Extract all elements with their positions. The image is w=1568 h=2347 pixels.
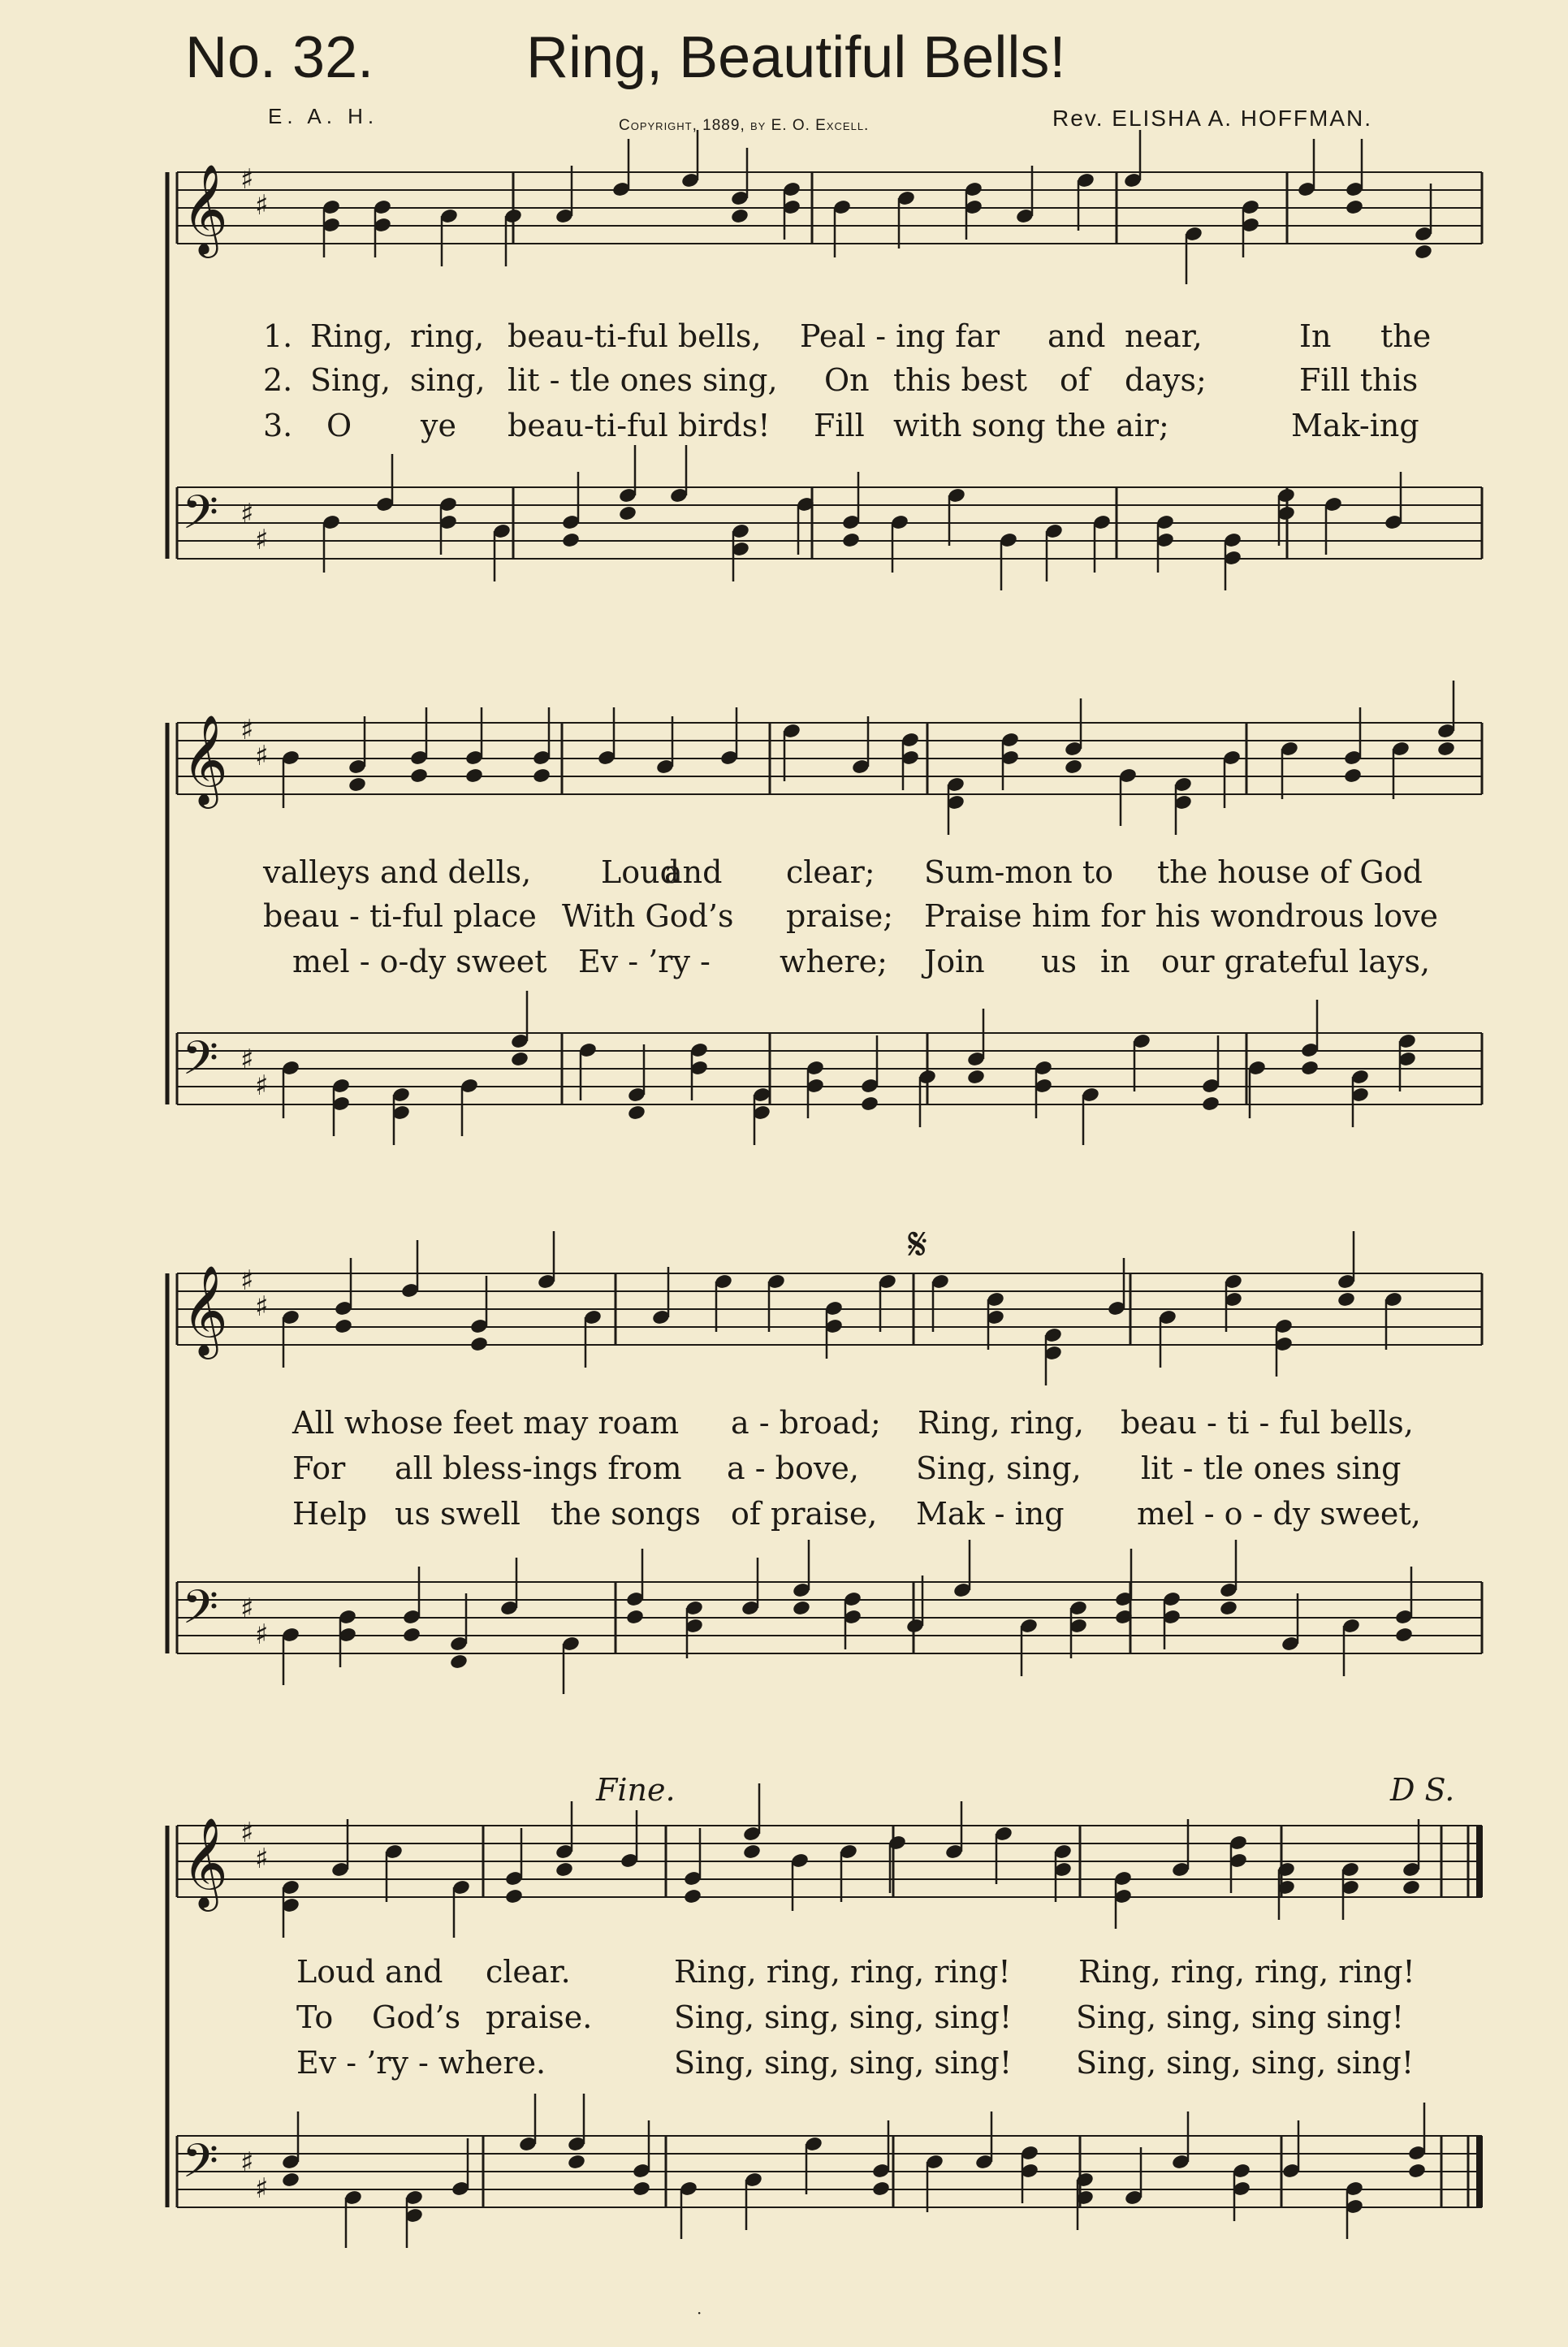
notehead-icon <box>449 1653 469 1671</box>
lyric-word: 3. <box>263 408 293 443</box>
notehead-icon <box>469 1336 489 1353</box>
lyric-word: days; <box>1125 362 1207 398</box>
lyric-word: us <box>1041 944 1077 979</box>
notehead-icon <box>532 767 551 784</box>
sharp-icon: ♯ <box>240 1264 254 1297</box>
lyric-word: ring, <box>410 318 485 354</box>
lyric-word: of <box>1060 362 1090 398</box>
lyric-word: Ev - ’ry - where. <box>296 2045 546 2081</box>
sharp-icon: ♯ <box>255 1070 269 1102</box>
notehead-icon <box>1064 759 1083 776</box>
hymn-number: No. 32. <box>185 25 374 90</box>
sharp-icon: ♯ <box>240 163 254 196</box>
lyric-word: In <box>1299 318 1332 354</box>
lyric-word: Fill this <box>1299 362 1419 398</box>
lyric-word: 1. <box>263 318 293 354</box>
lyric-word: Ring, ring, ring, ring! <box>1078 1954 1415 1990</box>
notehead-icon <box>618 505 637 522</box>
lyric-word: With God’s <box>562 898 734 934</box>
lyric-word: Loud and <box>296 1954 443 1990</box>
hymn-title: Ring, Beautiful Bells! <box>526 25 1066 90</box>
lyric-word: clear; <box>786 854 875 890</box>
lyric-word: 2. <box>263 362 293 398</box>
sharp-icon: ♯ <box>240 714 254 746</box>
bass-clef-icon: 𝄢 <box>182 1580 219 1646</box>
lyric-word: Ring, <box>310 318 393 354</box>
lyric-word: Ev - ’ry - <box>578 944 711 979</box>
lyric-word: On <box>824 362 870 398</box>
lyric-word: Sing, sing, <box>916 1450 1082 1486</box>
notehead-icon <box>1337 1291 1356 1308</box>
notehead-icon <box>966 1069 986 1086</box>
lyric-word: near, <box>1125 318 1203 354</box>
lyric-word: Loud <box>601 854 680 890</box>
notehead-icon <box>1345 199 1364 216</box>
sharp-icon: ♯ <box>255 524 269 556</box>
sharp-icon: ♯ <box>255 1619 269 1651</box>
notehead-icon <box>504 1888 524 1905</box>
sharp-icon: ♯ <box>240 1817 254 1849</box>
lyric-word: Mak-ing <box>1291 408 1419 443</box>
notehead-icon <box>730 208 749 225</box>
lyricist-initials: E. A. H. <box>268 104 379 128</box>
notehead-icon <box>281 2172 300 2189</box>
notehead-icon <box>871 2181 891 2198</box>
lyric-word: clear. <box>486 1954 571 1990</box>
bass-clef-icon: 𝄢 <box>182 1031 219 1097</box>
notehead-icon <box>632 2181 651 2198</box>
lyric-word: Sum-mon to <box>924 854 1113 890</box>
lyric-word: All whose feet may roam <box>292 1405 680 1441</box>
notehead-icon <box>402 1627 421 1644</box>
lyric-word: a - bove, <box>727 1450 859 1486</box>
lyric-word: lit - tle ones sing, <box>508 362 778 398</box>
notehead-icon <box>860 1096 879 1113</box>
lyric-word: the <box>1380 318 1432 354</box>
lyric-word: Ring, ring, <box>918 1405 1084 1441</box>
sharp-icon: ♯ <box>240 498 254 530</box>
notehead-icon <box>1407 2163 1427 2180</box>
lyric-word: God’s <box>372 1999 461 2035</box>
lyric-word: us swell <box>395 1496 521 1532</box>
lyric-word: O <box>326 408 352 443</box>
sharp-icon: ♯ <box>240 1593 254 1625</box>
sharp-icon: ♯ <box>255 189 269 222</box>
sharp-icon: ♯ <box>255 1843 269 1875</box>
lyric-word: For <box>292 1450 346 1486</box>
lyric-word: lit - tle ones sing <box>1141 1450 1402 1486</box>
lyric-word: beau - ti-ful place <box>263 898 537 934</box>
lyric-word: the songs <box>551 1496 701 1532</box>
treble-clef-icon: 𝄞 <box>182 1817 228 1908</box>
notehead-icon <box>555 1861 574 1878</box>
notehead-icon <box>1402 1879 1421 1896</box>
lyric-word: in <box>1100 944 1130 979</box>
lyric-word: Sing, sing, sing, sing! <box>1076 2045 1415 2081</box>
dal-segno-marking: D S. <box>1390 1772 1455 1808</box>
notehead-icon <box>1300 1060 1320 1077</box>
lyric-word: Sing, sing, sing sing! <box>1076 1999 1405 2035</box>
sharp-icon: ♯ <box>255 2172 269 2205</box>
lyric-word: Sing, sing, sing, sing! <box>674 2045 1013 2081</box>
notehead-icon <box>1343 767 1363 784</box>
notehead-icon <box>627 1104 646 1122</box>
notehead-icon <box>1414 244 1433 261</box>
fine-marking: Fine. <box>596 1772 676 1808</box>
notehead-icon <box>510 1051 529 1068</box>
lyric-word: To <box>296 1999 334 2035</box>
lyric-word: mel - o-dy sweet <box>292 944 547 979</box>
notehead-icon <box>1394 1627 1414 1644</box>
lyric-word: sing, <box>410 362 486 398</box>
lyric-word: mel - o - dy sweet, <box>1137 1496 1421 1532</box>
lyric-word: with song the air; <box>893 408 1169 443</box>
lyric-word: Mak - ing <box>916 1496 1065 1532</box>
notehead-icon <box>1219 1600 1238 1617</box>
treble-clef-icon: 𝄞 <box>182 714 228 805</box>
lyric-word: Help <box>292 1496 368 1532</box>
bass-clef-icon: 𝄢 <box>182 485 219 551</box>
lyric-word: Sing, sing, sing, sing! <box>674 1999 1013 2035</box>
lyric-word: Peal - ing far <box>800 318 1000 354</box>
lyric-word: Sing, <box>310 362 391 398</box>
composer-credit: Rev. ELISHA A. HOFFMAN. <box>1052 106 1373 131</box>
lyric-word: and <box>1047 318 1106 354</box>
treble-clef-icon: 𝄞 <box>182 163 228 254</box>
notehead-icon <box>561 532 581 549</box>
lyric-word: all bless-ings from <box>395 1450 682 1486</box>
lyric-word: praise. <box>486 1999 593 2035</box>
lyric-word: and <box>664 854 723 890</box>
sharp-icon: ♯ <box>240 1044 254 1076</box>
notehead-icon <box>464 767 484 784</box>
lyric-word: Praise him for his wondrous love <box>924 898 1439 934</box>
notehead-icon <box>1436 741 1456 758</box>
sharp-icon: ♯ <box>255 740 269 772</box>
sharp-icon: ♯ <box>255 1290 269 1323</box>
copyright-notice: Copyright, 1889, by E. O. Excell. <box>619 117 870 134</box>
lyric-word: our grateful lays, <box>1161 944 1431 979</box>
notehead-icon <box>1201 1096 1220 1113</box>
lyric-word: the house of God <box>1157 854 1423 890</box>
notehead-icon <box>792 1600 811 1617</box>
lyric-word: Ring, ring, ring, ring! <box>674 1954 1011 1990</box>
notehead-icon <box>348 776 367 793</box>
lyric-word: Join <box>924 944 985 979</box>
treble-clef-icon: 𝄞 <box>182 1264 228 1355</box>
lyric-word: of praise, <box>731 1496 878 1532</box>
lyric-word: a - broad; <box>731 1405 881 1441</box>
notehead-icon <box>409 767 429 784</box>
sharp-icon: ♯ <box>240 2146 254 2179</box>
lyric-word: beau-ti-ful bells, <box>508 318 762 354</box>
lyric-word: beau - ti - ful bells, <box>1121 1405 1414 1441</box>
notehead-icon <box>683 1888 702 1905</box>
lyric-word: valleys and dells, <box>263 854 532 890</box>
lyric-word: Fill <box>814 408 865 443</box>
lyric-word: praise; <box>786 898 894 934</box>
bass-clef-icon: 𝄢 <box>182 2133 219 2200</box>
lyric-word: where; <box>780 944 888 979</box>
lyric-word: ye <box>421 408 456 443</box>
lyric-word: beau-ti-ful birds! <box>508 408 771 443</box>
notehead-icon <box>334 1318 353 1335</box>
notehead-icon <box>567 2154 586 2171</box>
lyric-word: this best <box>893 362 1028 398</box>
segno-sign: 𝄋 <box>908 1218 928 1271</box>
page-mark: · <box>697 2303 702 2323</box>
notehead-icon <box>841 532 861 549</box>
notehead-icon <box>742 1843 762 1861</box>
notehead-icon <box>625 1609 645 1626</box>
